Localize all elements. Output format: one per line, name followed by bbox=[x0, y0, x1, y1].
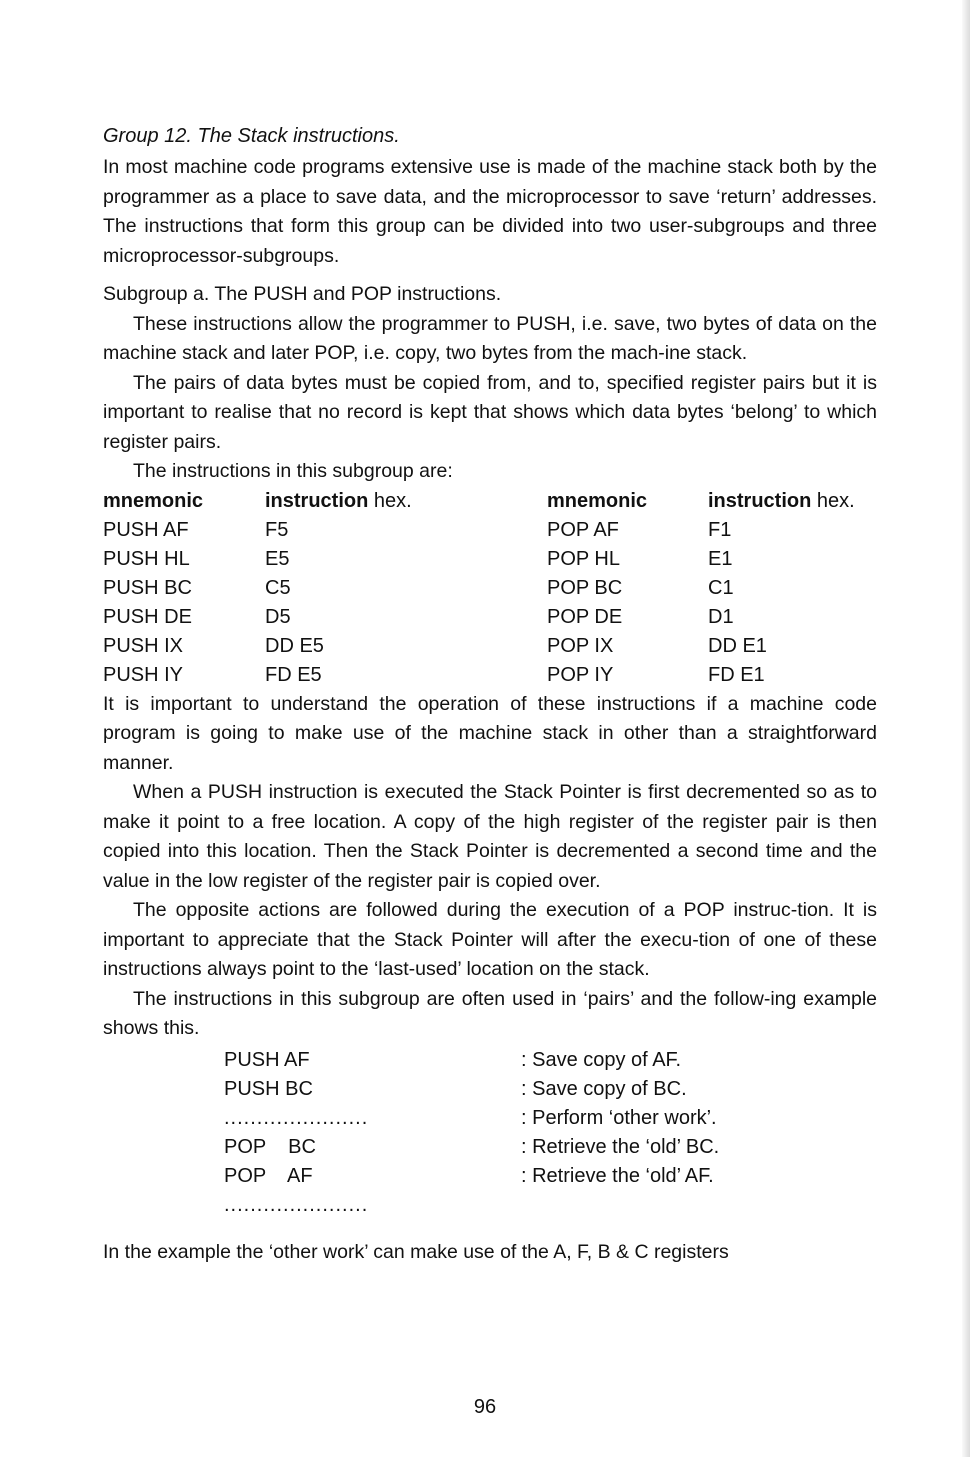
section-heading: Group 12. The Stack instructions. bbox=[103, 125, 400, 147]
table-row bbox=[103, 661, 877, 690]
header-hex-1: hex. bbox=[368, 489, 412, 512]
header-mnemonic-2: mnemonic bbox=[547, 489, 648, 512]
example-code: POP AF bbox=[224, 1164, 313, 1187]
pop-mnemonic: POP DE bbox=[547, 605, 623, 628]
push-mnemonic: PUSH BC bbox=[103, 576, 192, 599]
paragraph-register-pairs: The pairs of data bytes must be copied from, and to, specified register pairs but it is important to realise that no record is kept that shows which data bytes ‘belong’ to which register pairs. bbox=[103, 371, 877, 453]
page-edge-shadow bbox=[962, 0, 970, 1457]
example-comment: : Retrieve the ‘old’ AF. bbox=[521, 1164, 714, 1187]
list-item bbox=[103, 1162, 877, 1191]
example-code: ...................... bbox=[224, 1106, 369, 1129]
pop-mnemonic: POP IY bbox=[547, 663, 614, 686]
list-item bbox=[103, 1075, 877, 1104]
header-mnemonic-1: mnemonic bbox=[103, 489, 204, 512]
list-item bbox=[103, 1191, 877, 1220]
instruction-table bbox=[103, 487, 877, 690]
table-row bbox=[103, 574, 877, 603]
list-item bbox=[103, 1133, 877, 1162]
pop-hex: FD E1 bbox=[708, 663, 765, 686]
pop-mnemonic: POP HL bbox=[547, 547, 620, 570]
paragraph-push-execution: When a PUSH instruction is executed the Stack Pointer is first decremented so as to make it point to a free location. A copy of the high register of the register pair is then copied into this location. Then the Stack Pointer is decremented a second time and the value in the low register of the register pair is copied over. bbox=[103, 781, 877, 892]
example-comment: : Retrieve the ‘old’ BC. bbox=[521, 1135, 720, 1158]
push-mnemonic: PUSH AF bbox=[103, 518, 189, 541]
paragraph-instructions-list-intro: The instructions in this subgroup are: bbox=[133, 460, 453, 482]
list-item bbox=[103, 1046, 877, 1075]
page-body bbox=[103, 123, 877, 1267]
example-code: POP BC bbox=[224, 1135, 316, 1158]
table-row bbox=[103, 632, 877, 661]
paragraph-pairs: The instructions in this subgroup are often used in ‘pairs’ and the follow-ing example shows this. bbox=[103, 987, 877, 1039]
push-hex: C5 bbox=[265, 576, 291, 599]
example-comment: : Perform ‘other work’. bbox=[521, 1106, 717, 1129]
paragraph-other-work: In the example the ‘other work’ can make use of the A, F, B & C registers bbox=[103, 1240, 729, 1263]
push-hex: E5 bbox=[265, 547, 290, 570]
pop-mnemonic: POP BC bbox=[547, 576, 623, 599]
example-code: ...................... bbox=[224, 1193, 369, 1216]
paragraph-pop-execution: The opposite actions are followed during the execution of a POP instruc-tion. It is important to appreciate that the Stack Pointer will after the execu-tion of one of these instructions always point to the ‘last-used’ location on the stack. bbox=[103, 899, 877, 980]
header-instruction-1: instruction bbox=[265, 489, 369, 512]
example-comment: : Save copy of AF. bbox=[521, 1048, 682, 1071]
pop-hex: E1 bbox=[708, 547, 733, 570]
paragraph-push-pop: These instructions allow the programmer to PUSH, i.e. save, two bytes of data on the machine stack and later POP, i.e. copy, two bytes from the mach-ine stack. bbox=[103, 312, 877, 364]
push-hex: D5 bbox=[265, 605, 291, 628]
table-row bbox=[103, 516, 877, 545]
pop-hex: F1 bbox=[708, 518, 732, 541]
paragraph-important: It is important to understand the operation of these instructions if a machine code program is going to make use of the machine stack in other than a straightforward manner. bbox=[103, 692, 877, 774]
example-comment: : Save copy of BC. bbox=[521, 1077, 687, 1100]
header-hex-2: hex. bbox=[811, 489, 855, 512]
intro-paragraph: In most machine code programs extensive use is made of the machine stack both by the programmer as a place to save data, and the microprocessor to save ‘return’ addresses. The instructions that form this group can be divided into two user-subgroups and three microprocessor-subgroups. bbox=[103, 156, 877, 267]
table-row bbox=[103, 603, 877, 632]
pop-hex: C1 bbox=[708, 576, 734, 599]
pop-mnemonic: POP AF bbox=[547, 518, 619, 541]
push-mnemonic: PUSH IX bbox=[103, 634, 184, 657]
push-hex: DD E5 bbox=[265, 634, 324, 657]
pop-mnemonic: POP IX bbox=[547, 634, 614, 657]
header-instruction-2: instruction bbox=[708, 489, 812, 512]
push-mnemonic: PUSH DE bbox=[103, 605, 192, 628]
push-mnemonic: PUSH IY bbox=[103, 663, 184, 686]
pop-hex: DD E1 bbox=[708, 634, 767, 657]
pop-hex: D1 bbox=[708, 605, 734, 628]
subgroup-title: Subgroup a. The PUSH and POP instructions. bbox=[103, 283, 502, 305]
page-number: 96 bbox=[473, 1396, 497, 1418]
push-hex: F5 bbox=[265, 518, 289, 541]
list-item bbox=[103, 1104, 877, 1133]
push-mnemonic: PUSH HL bbox=[103, 547, 190, 570]
example-code: PUSH BC bbox=[224, 1077, 313, 1100]
push-hex: FD E5 bbox=[265, 663, 322, 686]
table-header-row bbox=[103, 487, 877, 516]
table-row bbox=[103, 545, 877, 574]
code-example bbox=[103, 1046, 877, 1220]
example-code: PUSH AF bbox=[224, 1048, 310, 1071]
